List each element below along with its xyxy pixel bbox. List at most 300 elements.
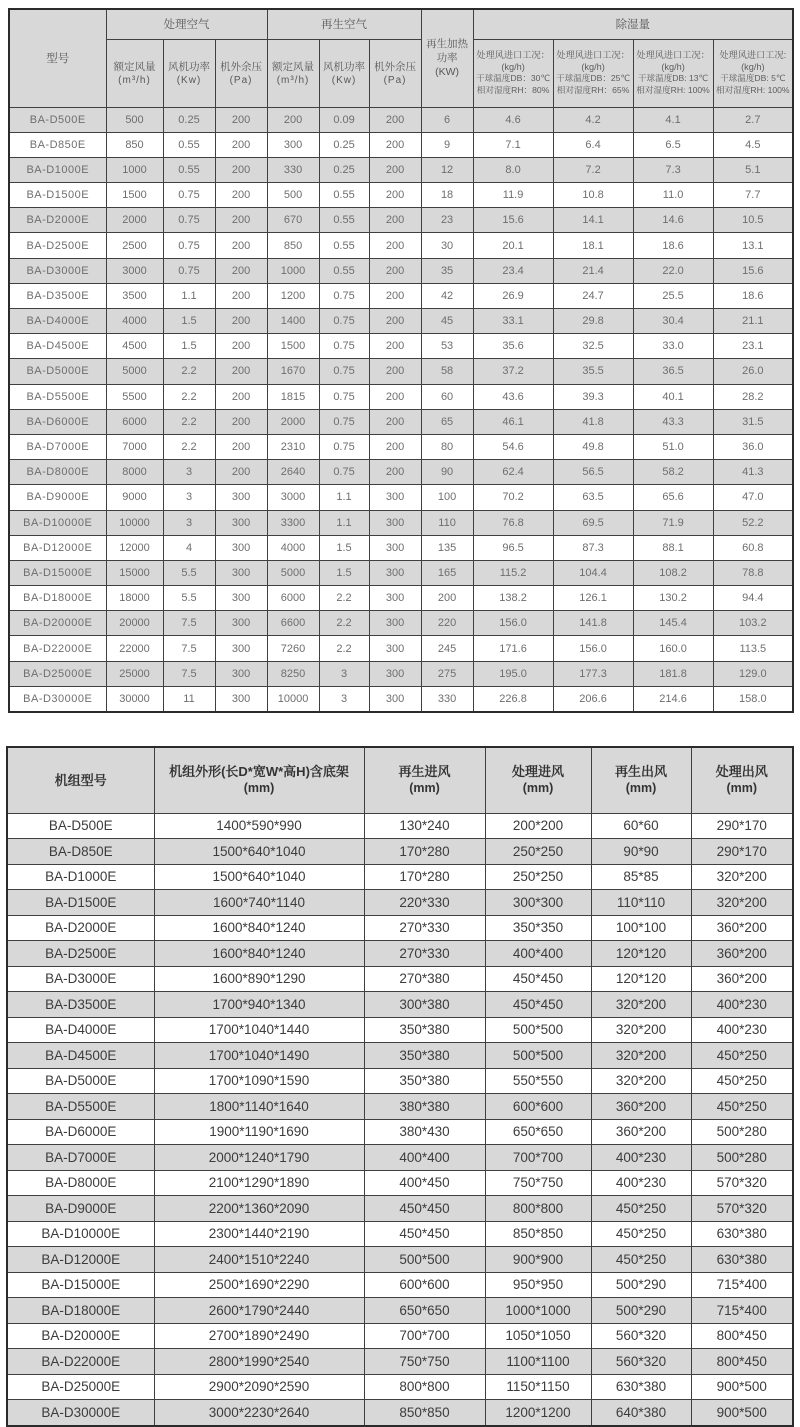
value-cell: 18 <box>421 183 473 208</box>
model-cell: BA-D2000E <box>9 208 106 233</box>
value-cell: 2.2 <box>163 434 215 459</box>
value-cell: 300 <box>215 535 267 560</box>
value-cell: 200 <box>215 183 267 208</box>
table-row <box>7 1247 793 1273</box>
value-cell: 600*600 <box>485 1094 591 1120</box>
value-cell: 23 <box>421 208 473 233</box>
value-cell: 1700*1040*1440 <box>154 1017 364 1043</box>
table-row <box>9 132 793 157</box>
value-cell: 0.55 <box>163 157 215 182</box>
value-cell: 8250 <box>267 661 319 686</box>
value-cell: 450*250 <box>691 1068 793 1094</box>
value-cell: 3 <box>163 460 215 485</box>
value-cell: 2700*1890*2490 <box>154 1323 364 1349</box>
value-cell: 500*500 <box>485 1017 591 1043</box>
value-cell: 7.5 <box>163 611 215 636</box>
table-row <box>7 1196 793 1222</box>
value-cell: 200 <box>369 208 421 233</box>
table-row <box>7 890 793 916</box>
col-header-process-fan-power: 风机功率 (Kw) <box>163 39 215 107</box>
value-cell: 0.55 <box>319 233 369 258</box>
value-cell: 108.2 <box>633 560 713 585</box>
value-cell: 300 <box>267 132 319 157</box>
value-cell: 20000 <box>106 611 163 636</box>
value-cell: 120*120 <box>591 941 691 967</box>
value-cell: 1400 <box>267 309 319 334</box>
value-cell: 200 <box>369 132 421 157</box>
table-row <box>9 586 793 611</box>
value-cell: 320*200 <box>591 992 691 1018</box>
value-cell: 300 <box>215 636 267 661</box>
table-row <box>9 334 793 359</box>
value-cell: 380*380 <box>364 1094 485 1120</box>
col-header-condition-db13-rh100: 处理风进口工况： (kg/h) 干球温度DB: 13℃ 相对湿度RH: 100% <box>633 39 713 107</box>
value-cell: 2310 <box>267 434 319 459</box>
col-header-process-inlet: 处理进风 (mm) <box>485 747 591 813</box>
value-cell: 250*250 <box>485 839 591 865</box>
value-cell: 200 <box>215 334 267 359</box>
value-cell: 10.5 <box>713 208 793 233</box>
model-cell: BA-D4500E <box>7 1043 154 1069</box>
model-cell: BA-D15000E <box>9 560 106 585</box>
model-cell: BA-D8000E <box>7 1170 154 1196</box>
col-header-process-ext-pressure: 机外余压 (Pa) <box>215 39 267 107</box>
value-cell: 500*280 <box>691 1145 793 1171</box>
value-cell: 270*380 <box>364 966 485 992</box>
value-cell: 22000 <box>106 636 163 661</box>
value-cell: 400*230 <box>591 1145 691 1171</box>
value-cell: 33.0 <box>633 334 713 359</box>
model-cell: BA-D850E <box>9 132 106 157</box>
table-row <box>9 460 793 485</box>
value-cell: 200 <box>369 334 421 359</box>
value-cell: 2000*1240*1790 <box>154 1145 364 1171</box>
value-cell: 200 <box>215 208 267 233</box>
value-cell: 200 <box>369 283 421 308</box>
value-cell: 300 <box>369 661 421 686</box>
col-header-regen-fan-power: 风机功率 (Kw) <box>319 39 369 107</box>
value-cell: 0.55 <box>319 208 369 233</box>
value-cell: 360*200 <box>691 941 793 967</box>
value-cell: 1.5 <box>319 560 369 585</box>
value-cell: 200 <box>215 409 267 434</box>
value-cell: 1000 <box>106 157 163 182</box>
table-row <box>9 233 793 258</box>
value-cell: 160.0 <box>633 636 713 661</box>
value-cell: 1500 <box>106 183 163 208</box>
value-cell: 6600 <box>267 611 319 636</box>
value-cell: 6.5 <box>633 132 713 157</box>
value-cell: 570*320 <box>691 1170 793 1196</box>
value-cell: 380*430 <box>364 1119 485 1145</box>
value-cell: 400*450 <box>364 1170 485 1196</box>
value-cell: 4.6 <box>473 107 553 132</box>
value-cell: 360*200 <box>591 1094 691 1120</box>
value-cell: 85*85 <box>591 864 691 890</box>
value-cell: 1050*1050 <box>485 1323 591 1349</box>
model-cell: BA-D3000E <box>9 258 106 283</box>
value-cell: 28.2 <box>713 384 793 409</box>
value-cell: 0.75 <box>319 309 369 334</box>
value-cell: 0.75 <box>163 233 215 258</box>
col-header-dehumid-capacity: 除湿量 <box>473 9 793 39</box>
table-row <box>7 1170 793 1196</box>
value-cell: 9000 <box>106 485 163 510</box>
value-cell: 69.5 <box>553 510 633 535</box>
value-cell: 58.2 <box>633 460 713 485</box>
value-cell: 3500 <box>106 283 163 308</box>
value-cell: 300*380 <box>364 992 485 1018</box>
value-cell: 33.1 <box>473 309 553 334</box>
value-cell: 58 <box>421 359 473 384</box>
col-header-process-rated-airflow: 额定风量 (m³/h) <box>106 39 163 107</box>
value-cell: 950*950 <box>485 1272 591 1298</box>
value-cell: 330 <box>267 157 319 182</box>
model-cell: BA-D20000E <box>9 611 106 636</box>
value-cell: 290*170 <box>691 839 793 865</box>
value-cell: 630*380 <box>591 1374 691 1400</box>
table-row <box>7 813 793 839</box>
value-cell: 350*380 <box>364 1043 485 1069</box>
value-cell: 0.75 <box>319 434 369 459</box>
table-row <box>9 384 793 409</box>
value-cell: 0.75 <box>319 384 369 409</box>
value-cell: 850*850 <box>485 1221 591 1247</box>
model-cell: BA-D4000E <box>9 309 106 334</box>
model-cell: BA-D6000E <box>9 409 106 434</box>
value-cell: 220 <box>421 611 473 636</box>
value-cell: 5.1 <box>713 157 793 182</box>
value-cell: 1500*640*1040 <box>154 864 364 890</box>
value-cell: 300 <box>369 535 421 560</box>
model-cell: BA-D12000E <box>7 1247 154 1273</box>
model-cell: BA-D22000E <box>9 636 106 661</box>
value-cell: 7000 <box>106 434 163 459</box>
value-cell: 200 <box>369 384 421 409</box>
value-cell: 320*200 <box>691 890 793 916</box>
value-cell: 2000 <box>106 208 163 233</box>
value-cell: 7.5 <box>163 661 215 686</box>
model-cell: BA-D7000E <box>7 1145 154 1171</box>
model-cell: BA-D6000E <box>7 1119 154 1145</box>
model-cell: BA-D2500E <box>7 941 154 967</box>
value-cell: 29.8 <box>553 309 633 334</box>
value-cell: 5500 <box>106 384 163 409</box>
value-cell: 750*750 <box>485 1170 591 1196</box>
value-cell: 2000 <box>267 409 319 434</box>
table-row <box>9 535 793 560</box>
value-cell: 200 <box>267 107 319 132</box>
value-cell: 300 <box>369 510 421 535</box>
value-cell: 550*550 <box>485 1068 591 1094</box>
value-cell: 7.1 <box>473 132 553 157</box>
value-cell: 36.5 <box>633 359 713 384</box>
value-cell: 560*320 <box>591 1349 691 1375</box>
value-cell: 800*800 <box>485 1196 591 1222</box>
value-cell: 10000 <box>267 686 319 712</box>
value-cell: 630*380 <box>691 1221 793 1247</box>
value-cell: 200 <box>215 107 267 132</box>
value-cell: 51.0 <box>633 434 713 459</box>
value-cell: 270*330 <box>364 941 485 967</box>
value-cell: 1200 <box>267 283 319 308</box>
value-cell: 2640 <box>267 460 319 485</box>
value-cell: 18000 <box>106 586 163 611</box>
model-cell: BA-D20000E <box>7 1323 154 1349</box>
value-cell: 200 <box>421 586 473 611</box>
value-cell: 850 <box>106 132 163 157</box>
value-cell: 65.6 <box>633 485 713 510</box>
value-cell: 0.75 <box>163 258 215 283</box>
table-row <box>9 309 793 334</box>
value-cell: 1100*1100 <box>485 1349 591 1375</box>
table-row <box>9 283 793 308</box>
value-cell: 0.25 <box>319 132 369 157</box>
dimensions-table <box>6 746 794 1427</box>
model-cell: BA-D9000E <box>7 1196 154 1222</box>
value-cell: 2100*1290*1890 <box>154 1170 364 1196</box>
value-cell: 200 <box>215 434 267 459</box>
value-cell: 200 <box>369 460 421 485</box>
table-row <box>9 686 793 712</box>
value-cell: 200*200 <box>485 813 591 839</box>
model-cell: BA-D1500E <box>9 183 106 208</box>
table-row <box>7 1349 793 1375</box>
model-cell: BA-D25000E <box>7 1374 154 1400</box>
value-cell: 330 <box>421 686 473 712</box>
value-cell: 1.5 <box>163 334 215 359</box>
value-cell: 640*380 <box>591 1400 691 1426</box>
model-cell: BA-D1500E <box>7 890 154 916</box>
value-cell: 177.3 <box>553 661 633 686</box>
value-cell: 12000 <box>106 535 163 560</box>
value-cell: 500*290 <box>591 1298 691 1324</box>
value-cell: 0.75 <box>163 208 215 233</box>
value-cell: 200 <box>369 183 421 208</box>
value-cell: 8000 <box>106 460 163 485</box>
value-cell: 100*100 <box>591 915 691 941</box>
value-cell: 200 <box>215 309 267 334</box>
table-row <box>7 1043 793 1069</box>
value-cell: 360*200 <box>691 966 793 992</box>
col-header-process-air: 处理空气 <box>106 9 267 39</box>
value-cell: 1700*1090*1590 <box>154 1068 364 1094</box>
value-cell: 2.2 <box>163 359 215 384</box>
value-cell: 300 <box>215 510 267 535</box>
model-cell: BA-D500E <box>7 813 154 839</box>
value-cell: 670 <box>267 208 319 233</box>
value-cell: 1600*740*1140 <box>154 890 364 916</box>
value-cell: 5000 <box>106 359 163 384</box>
value-cell: 70.2 <box>473 485 553 510</box>
model-cell: BA-D30000E <box>9 686 106 712</box>
value-cell: 32.5 <box>553 334 633 359</box>
value-cell: 400*230 <box>591 1170 691 1196</box>
value-cell: 250*250 <box>485 864 591 890</box>
value-cell: 78.8 <box>713 560 793 585</box>
value-cell: 2.2 <box>319 586 369 611</box>
performance-table-body <box>9 107 793 712</box>
value-cell: 39.3 <box>553 384 633 409</box>
col-header-unit-dimensions: 机组外形(长D*宽W*高H)含底架 (mm) <box>154 747 364 813</box>
value-cell: 45 <box>421 309 473 334</box>
value-cell: 7.7 <box>713 183 793 208</box>
value-cell: 52.2 <box>713 510 793 535</box>
value-cell: 200 <box>369 434 421 459</box>
value-cell: 300 <box>369 636 421 661</box>
value-cell: 2.7 <box>713 107 793 132</box>
value-cell: 0.75 <box>319 409 369 434</box>
value-cell: 350*380 <box>364 1068 485 1094</box>
value-cell: 11.0 <box>633 183 713 208</box>
dimensions-table-body <box>7 813 793 1426</box>
value-cell: 0.75 <box>319 359 369 384</box>
value-cell: 400*230 <box>691 992 793 1018</box>
model-cell: BA-D1000E <box>9 157 106 182</box>
model-cell: BA-D12000E <box>9 535 106 560</box>
value-cell: 62.4 <box>473 460 553 485</box>
value-cell: 41.8 <box>553 409 633 434</box>
table-row <box>9 107 793 132</box>
value-cell: 200 <box>215 359 267 384</box>
value-cell: 500*290 <box>591 1272 691 1298</box>
value-cell: 226.8 <box>473 686 553 712</box>
col-header-process-outlet: 处理出风 (mm) <box>691 747 793 813</box>
model-cell: BA-D25000E <box>9 661 106 686</box>
value-cell: 206.6 <box>553 686 633 712</box>
value-cell: 320*200 <box>591 1017 691 1043</box>
model-cell: BA-D8000E <box>9 460 106 485</box>
value-cell: 0.55 <box>163 132 215 157</box>
table-row <box>7 1298 793 1324</box>
model-cell: BA-D15000E <box>7 1272 154 1298</box>
model-cell: BA-D5500E <box>7 1094 154 1120</box>
value-cell: 26.9 <box>473 283 553 308</box>
table-row <box>9 560 793 585</box>
value-cell: 300 <box>369 686 421 712</box>
value-cell: 1900*1190*1690 <box>154 1119 364 1145</box>
value-cell: 300 <box>215 661 267 686</box>
value-cell: 15.6 <box>713 258 793 283</box>
value-cell: 0.55 <box>319 183 369 208</box>
value-cell: 8.0 <box>473 157 553 182</box>
value-cell: 115.2 <box>473 560 553 585</box>
value-cell: 90*90 <box>591 839 691 865</box>
value-cell: 360*200 <box>591 1119 691 1145</box>
value-cell: 200 <box>369 409 421 434</box>
table-row <box>9 359 793 384</box>
value-cell: 800*450 <box>691 1323 793 1349</box>
value-cell: 87.3 <box>553 535 633 560</box>
value-cell: 320*200 <box>591 1043 691 1069</box>
value-cell: 30.4 <box>633 309 713 334</box>
model-cell: BA-D18000E <box>7 1298 154 1324</box>
value-cell: 1815 <box>267 384 319 409</box>
value-cell: 500*500 <box>364 1247 485 1273</box>
value-cell: 65 <box>421 409 473 434</box>
value-cell: 650*650 <box>364 1298 485 1324</box>
value-cell: 1600*840*1240 <box>154 915 364 941</box>
value-cell: 6.4 <box>553 132 633 157</box>
value-cell: 300 <box>369 586 421 611</box>
value-cell: 200 <box>369 309 421 334</box>
col-header-regen-ext-pressure: 机外余压 (Pa) <box>369 39 421 107</box>
value-cell: 450*250 <box>591 1221 691 1247</box>
table-row <box>7 1323 793 1349</box>
value-cell: 1400*590*990 <box>154 813 364 839</box>
value-cell: 30000 <box>106 686 163 712</box>
value-cell: 13.1 <box>713 233 793 258</box>
value-cell: 23.1 <box>713 334 793 359</box>
value-cell: 26.0 <box>713 359 793 384</box>
value-cell: 6000 <box>267 586 319 611</box>
value-cell: 138.2 <box>473 586 553 611</box>
model-cell: BA-D5500E <box>9 384 106 409</box>
value-cell: 0.75 <box>319 460 369 485</box>
value-cell: 300 <box>215 560 267 585</box>
value-cell: 22.0 <box>633 258 713 283</box>
value-cell: 129.0 <box>713 661 793 686</box>
table-row <box>9 611 793 636</box>
value-cell: 1700*1040*1490 <box>154 1043 364 1069</box>
value-cell: 800*800 <box>364 1374 485 1400</box>
value-cell: 300 <box>369 560 421 585</box>
table-row <box>9 510 793 535</box>
value-cell: 200 <box>369 107 421 132</box>
value-cell: 195.0 <box>473 661 553 686</box>
value-cell: 103.2 <box>713 611 793 636</box>
model-cell: BA-D1000E <box>7 864 154 890</box>
col-header-unit-model: 机组型号 <box>7 747 154 813</box>
value-cell: 110*110 <box>591 890 691 916</box>
value-cell: 7.5 <box>163 636 215 661</box>
value-cell: 3 <box>319 661 369 686</box>
value-cell: 320*200 <box>591 1068 691 1094</box>
value-cell: 0.75 <box>163 183 215 208</box>
value-cell: 60.8 <box>713 535 793 560</box>
value-cell: 275 <box>421 661 473 686</box>
value-cell: 200 <box>215 157 267 182</box>
table-row <box>7 941 793 967</box>
value-cell: 4.5 <box>713 132 793 157</box>
value-cell: 2500 <box>106 233 163 258</box>
value-cell: 270*330 <box>364 915 485 941</box>
model-cell: BA-D9000E <box>9 485 106 510</box>
value-cell: 0.25 <box>163 107 215 132</box>
value-cell: 120*120 <box>591 966 691 992</box>
value-cell: 200 <box>215 283 267 308</box>
table-row <box>9 183 793 208</box>
value-cell: 400*400 <box>485 941 591 967</box>
value-cell: 2.2 <box>319 611 369 636</box>
value-cell: 37.2 <box>473 359 553 384</box>
col-header-regen-heat-power <box>421 9 473 107</box>
value-cell: 35.6 <box>473 334 553 359</box>
value-cell: 2300*1440*2190 <box>154 1221 364 1247</box>
value-cell: 71.9 <box>633 510 713 535</box>
value-cell: 1000 <box>267 258 319 283</box>
table-row <box>7 1068 793 1094</box>
value-cell: 4.1 <box>633 107 713 132</box>
value-cell: 5.5 <box>163 560 215 585</box>
table-row <box>7 966 793 992</box>
col-header-model: 型号 <box>9 9 106 107</box>
model-cell: BA-D5000E <box>9 359 106 384</box>
value-cell: 15.6 <box>473 208 553 233</box>
value-cell: 2600*1790*2440 <box>154 1298 364 1324</box>
value-cell: 400*400 <box>364 1145 485 1171</box>
value-cell: 245 <box>421 636 473 661</box>
